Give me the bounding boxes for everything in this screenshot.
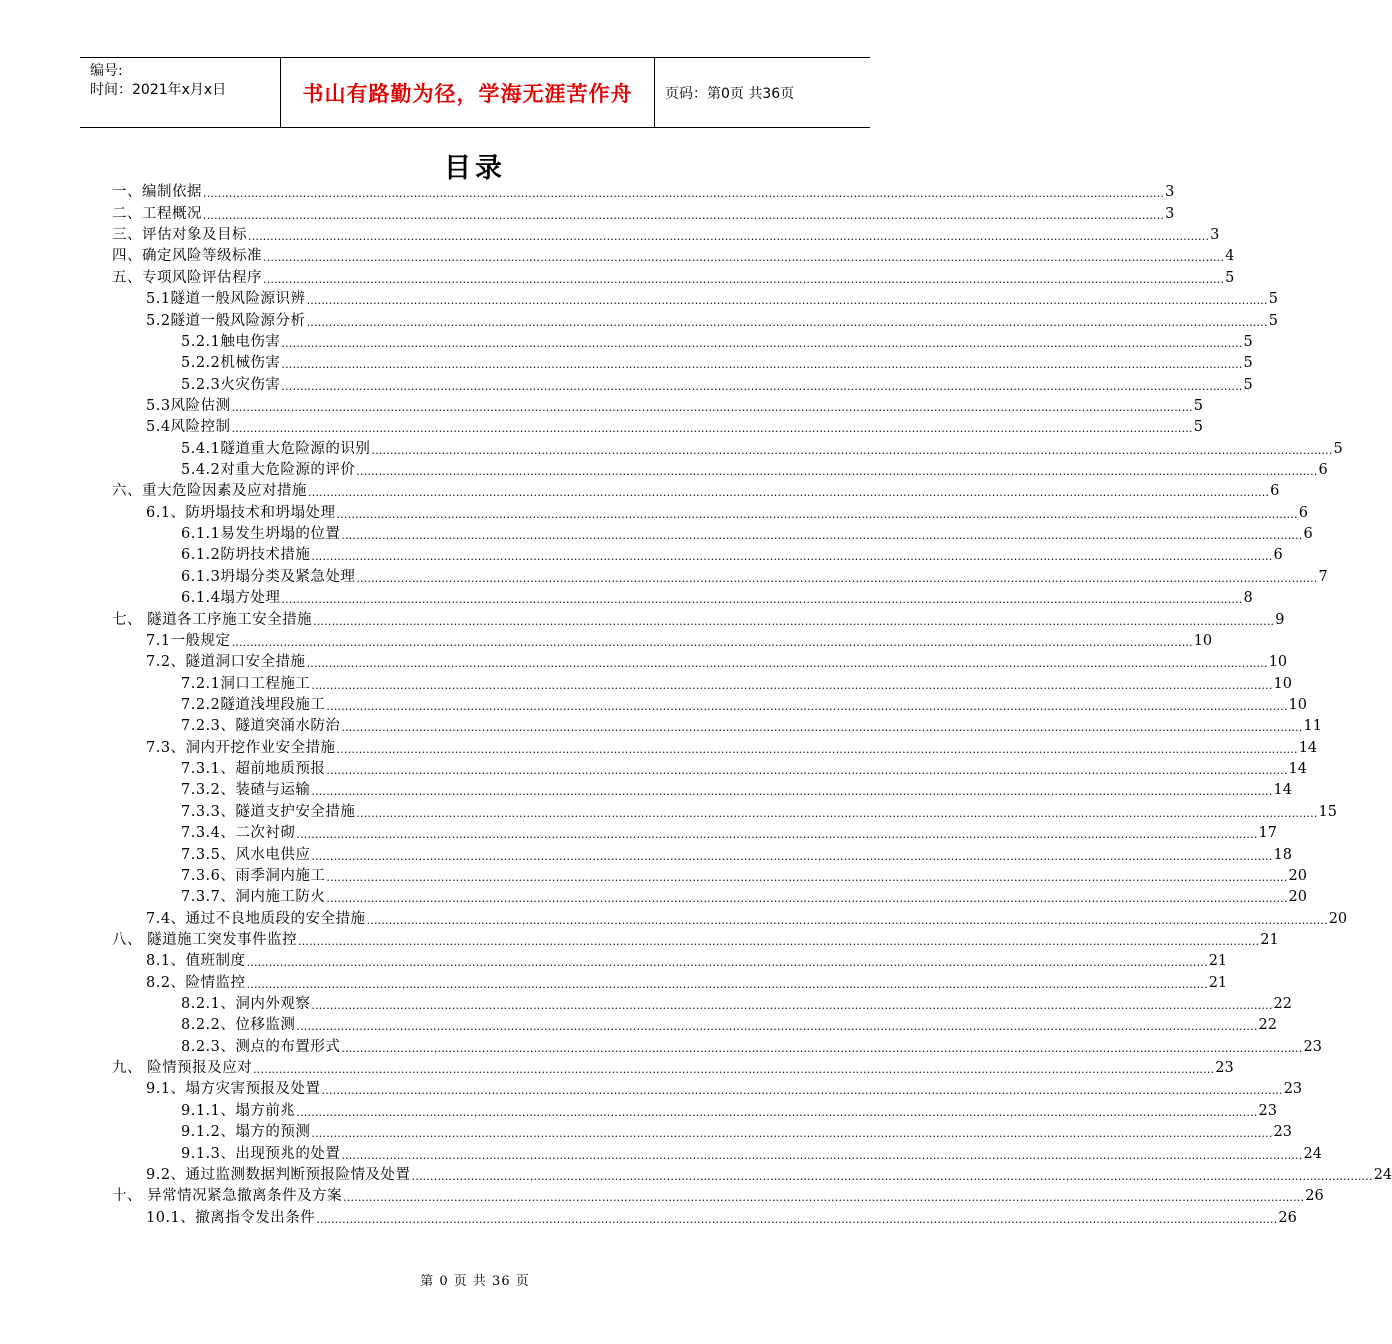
toc-entry[interactable]: [112, 289, 1278, 310]
toc-entry-label: 一、编制依据: [112, 184, 202, 201]
toc-entry-label: 7.3、洞内开挖作业安全措施: [146, 739, 336, 756]
toc-dot-leader: ....................................................................................................................................................................................................................................................................: [281, 379, 1243, 393]
toc-entry-page: 4: [1225, 248, 1235, 265]
toc-entry-label: 二、工程概况: [112, 205, 202, 222]
toc-entry[interactable]: [112, 951, 1228, 972]
document-time-label: 时间：2021年x月x日: [90, 82, 227, 98]
toc-entry-label: 9.1、塌方灾害预报及处置: [146, 1081, 321, 1098]
toc-entry[interactable]: [112, 972, 1228, 993]
toc-entry-page: 5: [1333, 440, 1343, 457]
toc-entry-page: 7: [1318, 568, 1328, 585]
toc-dot-leader: ....................................................................................................................................................................................................................................................................: [203, 187, 1165, 201]
toc-entry-label: 9.1.1、塌方前兆: [181, 1102, 296, 1119]
toc-entry[interactable]: [112, 225, 1220, 246]
toc-entry[interactable]: [112, 1036, 1322, 1057]
toc-entry-page: 6: [1318, 462, 1328, 479]
toc-entry-page: 9: [1275, 611, 1285, 628]
toc-entry-page: 24: [1303, 1145, 1322, 1162]
toc-dot-leader: ....................................................................................................................................................................................................................................................................: [356, 571, 1318, 585]
toc-entry-page: 17: [1258, 825, 1277, 842]
toc-entry-page: 5: [1225, 269, 1235, 286]
toc-entry-label: 5.4.1隧道重大危险源的识别: [181, 440, 371, 457]
toc-dot-leader: ....................................................................................................................................................................................................................................................................: [296, 828, 1258, 842]
toc-entry-page: 26: [1305, 1188, 1324, 1205]
toc-dot-leader: ....................................................................................................................................................................................................................................................................: [371, 443, 1333, 457]
toc-entry-page: 5: [1268, 291, 1278, 308]
toc-dot-leader: ....................................................................................................................................................................................................................................................................: [311, 678, 1273, 692]
toc-entry[interactable]: [112, 545, 1283, 566]
toc-entry-label: 十、 异常情况紧急撤离条件及方案: [112, 1188, 343, 1205]
toc-entry[interactable]: [112, 1122, 1292, 1143]
toc-entry-page: 10: [1193, 632, 1213, 649]
toc-dot-leader: ....................................................................................................................................................................................................................................................................: [316, 1212, 1278, 1226]
toc-dot-leader: ....................................................................................................................................................................................................................................................................: [321, 1084, 1283, 1098]
toc-entry-page: 23: [1303, 1038, 1322, 1055]
header-meta: [80, 58, 281, 127]
toc-entry-page: 15: [1318, 803, 1337, 820]
toc-entry[interactable]: [112, 930, 1279, 951]
toc-dot-leader: ....................................................................................................................................................................................................................................................................: [306, 294, 1268, 308]
toc-entry-label: 八、 隧道施工突发事件监控: [112, 931, 298, 948]
toc-entry-page: 3: [1165, 205, 1175, 222]
toc-entry-label: 6.1.1易发生坍塌的位置: [181, 526, 341, 543]
toc-entry-page: 10: [1288, 696, 1307, 713]
toc-entry-page: 5: [1268, 312, 1278, 329]
toc-dot-leader: ....................................................................................................................................................................................................................................................................: [281, 593, 1243, 607]
toc-entry-label: 7.2.2隧道浅埋段施工: [181, 696, 326, 713]
toc-dot-leader: ....................................................................................................................................................................................................................................................................: [313, 614, 1275, 628]
toc-entry-label: 九、 险情预报及应对: [112, 1060, 253, 1077]
toc-entry[interactable]: [112, 267, 1235, 288]
toc-entry-page: 21: [1208, 953, 1228, 970]
toc-entry-label: 四、确定风险等级标准: [112, 248, 262, 265]
toc-entry-page: 3: [1210, 227, 1220, 244]
toc-dot-leader: ....................................................................................................................................................................................................................................................................: [326, 764, 1288, 778]
toc-entry-page: 26: [1278, 1209, 1297, 1226]
toc-entry[interactable]: [112, 631, 1213, 652]
page-footer: 第 0 页 共 36 页: [420, 1274, 530, 1289]
toc-entry[interactable]: [112, 460, 1328, 481]
toc-entry[interactable]: [112, 1100, 1277, 1121]
toc-dot-leader: ....................................................................................................................................................................................................................................................................: [341, 1041, 1303, 1055]
toc-entry-page: 23: [1215, 1060, 1234, 1077]
toc-entry-page: 21: [1208, 974, 1228, 991]
toc-entry[interactable]: [112, 1079, 1303, 1100]
toc-entry-page: 22: [1258, 1017, 1277, 1034]
toc-entry[interactable]: [112, 481, 1280, 502]
toc-entry[interactable]: [112, 417, 1203, 438]
toc-entry-label: 7.3.6、雨季洞内施工: [181, 867, 326, 884]
toc-entry[interactable]: [112, 246, 1235, 267]
toc-dot-leader: ....................................................................................................................................................................................................................................................................: [296, 1105, 1258, 1119]
toc-entry-page: 10: [1268, 654, 1288, 671]
toc-dot-leader: ....................................................................................................................................................................................................................................................................: [411, 1169, 1373, 1183]
toc-dot-leader: ....................................................................................................................................................................................................................................................................: [296, 1020, 1258, 1034]
toc-entry[interactable]: [112, 780, 1292, 801]
toc-dot-leader: ....................................................................................................................................................................................................................................................................: [203, 208, 1165, 222]
toc-entry[interactable]: [112, 310, 1278, 331]
toc-entry-label: 三、评估对象及目标: [112, 227, 247, 244]
toc-entry-page: 24: [1373, 1166, 1392, 1183]
toc-entry-label: 7.3.7、洞内施工防火: [181, 889, 326, 906]
toc-dot-leader: ....................................................................................................................................................................................................................................................................: [263, 251, 1225, 265]
toc-entry-page: 6: [1298, 504, 1308, 521]
toc-entry[interactable]: [112, 203, 1175, 224]
toc-dot-leader: ....................................................................................................................................................................................................................................................................: [341, 1148, 1303, 1162]
toc-entry[interactable]: [112, 823, 1277, 844]
toc-entry-page: 23: [1283, 1081, 1303, 1098]
toc-entry-page: 23: [1258, 1102, 1277, 1119]
toc-entry[interactable]: [112, 609, 1285, 630]
toc-dot-leader: ....................................................................................................................................................................................................................................................................: [336, 507, 1298, 521]
toc-entry-label: 5.2.2机械伤害: [181, 355, 281, 372]
toc-entry[interactable]: [112, 695, 1307, 716]
toc-entry-label: 7.3.5、风水电供应: [181, 846, 311, 863]
toc-entry-label: 6.1.2防坍技术措施: [181, 547, 311, 564]
toc-dot-leader: ....................................................................................................................................................................................................................................................................: [308, 486, 1270, 500]
toc-entry-label: 7.2.1洞口工程施工: [181, 675, 311, 692]
toc-entry-page: 5: [1243, 333, 1253, 350]
toc-entry[interactable]: [112, 716, 1322, 737]
toc-entry[interactable]: [112, 1015, 1277, 1036]
toc-entry-label: 5.4.2对重大危险源的评价: [181, 462, 356, 479]
toc-entry-label: 10.1、撤离指令发出条件: [146, 1209, 316, 1226]
toc-entry-label: 7.3.3、隧道支护安全措施: [181, 803, 356, 820]
toc-entry-page: 5: [1243, 355, 1253, 372]
toc-entry-label: 5.2.1触电伤害: [181, 333, 281, 350]
toc-entry-page: 6: [1270, 483, 1280, 500]
toc-dot-leader: ....................................................................................................................................................................................................................................................................: [311, 785, 1273, 799]
toc-entry[interactable]: [112, 887, 1307, 908]
toc-entry-label: 五、专项风险评估程序: [112, 269, 262, 286]
document-number-label: 编号:: [90, 63, 123, 79]
toc-dot-leader: ....................................................................................................................................................................................................................................................................: [326, 892, 1288, 906]
toc-dot-leader: ....................................................................................................................................................................................................................................................................: [231, 635, 1193, 649]
toc-entry[interactable]: [112, 866, 1307, 887]
toc-entry-page: 23: [1273, 1124, 1292, 1141]
toc-entry-page: 5: [1193, 397, 1203, 414]
toc-entry-page: 5: [1193, 419, 1203, 436]
toc-entry-page: 14: [1288, 761, 1307, 778]
toc-entry-label: 8.1、值班制度: [146, 953, 246, 970]
header-motto: 书山有路勤为径，学海无涯苦作舟: [281, 58, 655, 127]
toc-entry-label: 9.1.2、塌方的预测: [181, 1124, 311, 1141]
toc-entry-label: 8.2.3、测点的布置形式: [181, 1038, 341, 1055]
toc-dot-leader: ....................................................................................................................................................................................................................................................................: [306, 657, 1268, 671]
toc-entry[interactable]: [112, 652, 1288, 673]
toc-entry-page: 20: [1288, 867, 1307, 884]
header-page-info: 页码：第0页 共36页: [665, 85, 795, 102]
toc-entry-label: 6.1、防坍塌技术和坍塌处理: [146, 504, 336, 521]
toc-entry-label: 七、 隧道各工序施工安全措施: [112, 611, 313, 628]
toc-entry[interactable]: [112, 332, 1253, 353]
toc-entry-page: 5: [1243, 376, 1253, 393]
toc-dot-leader: ....................................................................................................................................................................................................................................................................: [311, 999, 1273, 1013]
toc-entry-page: 20: [1288, 889, 1307, 906]
toc-entry-page: 14: [1273, 782, 1292, 799]
toc-dot-leader: ....................................................................................................................................................................................................................................................................: [281, 336, 1243, 350]
toc-entry[interactable]: [112, 673, 1292, 694]
toc-entry-label: 7.3.4、二次衬砌: [181, 825, 296, 842]
toc-entry-page: 6: [1273, 547, 1283, 564]
toc-entry-label: 7.1一般规定: [146, 632, 231, 649]
toc-entry-label: 8.2、险情监控: [146, 974, 246, 991]
toc-entry[interactable]: [112, 374, 1253, 395]
toc-entry[interactable]: [112, 1143, 1322, 1164]
toc-dot-leader: ....................................................................................................................................................................................................................................................................: [281, 358, 1243, 372]
toc-entry-label: 6.1.4塌方处理: [181, 590, 281, 607]
toc-dot-leader: ....................................................................................................................................................................................................................................................................: [341, 529, 1303, 543]
toc-entry[interactable]: [112, 182, 1175, 203]
toc-entry[interactable]: [112, 1058, 1234, 1079]
toc-entry-page: 10: [1273, 675, 1292, 692]
toc-entry[interactable]: [112, 759, 1307, 780]
toc-entry-page: 3: [1165, 184, 1175, 201]
toc-entry-page: 6: [1303, 526, 1313, 543]
toc-entry-label: 六、重大危险因素及应对措施: [112, 483, 307, 500]
toc-entry-page: 11: [1303, 718, 1322, 735]
toc-dot-leader: ....................................................................................................................................................................................................................................................................: [341, 721, 1303, 735]
toc-entry[interactable]: [112, 1165, 1392, 1186]
toc-dot-leader: ....................................................................................................................................................................................................................................................................: [298, 934, 1260, 948]
toc-entry[interactable]: [112, 1186, 1324, 1207]
toc-entry-label: 9.2、通过监测数据判断预报险情及处置: [146, 1166, 411, 1183]
toc-entry-label: 7.4、通过不良地质段的安全措施: [146, 910, 366, 927]
toc-entry[interactable]: [112, 438, 1343, 459]
toc-entry[interactable]: [112, 844, 1292, 865]
toc-entry[interactable]: [112, 566, 1328, 587]
toc-entry[interactable]: [112, 396, 1203, 417]
toc-entry[interactable]: [112, 588, 1253, 609]
toc-entry[interactable]: [112, 502, 1308, 523]
toc-dot-leader: ....................................................................................................................................................................................................................................................................: [336, 742, 1298, 756]
toc-entry-label: 5.3风险估测: [146, 397, 231, 414]
toc-entry-label: 5.2隧道一般风险源分析: [146, 312, 306, 329]
toc-entry-page: 18: [1273, 846, 1292, 863]
toc-entry-label: 5.2.3火灾伤害: [181, 376, 281, 393]
toc-entry-label: 9.1.3、出现预兆的处置: [181, 1145, 341, 1162]
toc-dot-leader: ....................................................................................................................................................................................................................................................................: [311, 849, 1273, 863]
toc-entry-label: 8.2.1、洞内外观察: [181, 996, 311, 1013]
toc-entry-page: 21: [1260, 931, 1279, 948]
toc-entry[interactable]: [112, 801, 1337, 822]
toc-entry-label: 5.4风险控制: [146, 419, 231, 436]
toc-dot-leader: ....................................................................................................................................................................................................................................................................: [311, 550, 1273, 564]
toc-entry-label: 7.3.1、超前地质预报: [181, 761, 326, 778]
toc-dot-leader: ....................................................................................................................................................................................................................................................................: [311, 1127, 1273, 1141]
page-header: [80, 57, 870, 128]
toc-entry[interactable]: [112, 994, 1292, 1015]
toc-dot-leader: ....................................................................................................................................................................................................................................................................: [248, 230, 1210, 244]
toc-entry-label: 7.3.2、装碴与运输: [181, 782, 311, 799]
toc-dot-leader: ....................................................................................................................................................................................................................................................................: [231, 422, 1193, 436]
toc-dot-leader: ....................................................................................................................................................................................................................................................................: [366, 913, 1328, 927]
toc-dot-leader: ....................................................................................................................................................................................................................................................................: [253, 1063, 1215, 1077]
toc-entry-label: 8.2.2、位移监测: [181, 1017, 296, 1034]
toc-dot-leader: ....................................................................................................................................................................................................................................................................: [326, 870, 1288, 884]
toc-entry-page: 20: [1328, 910, 1348, 927]
toc-entry-page: 22: [1273, 996, 1292, 1013]
toc-dot-leader: ....................................................................................................................................................................................................................................................................: [326, 699, 1288, 713]
toc-dot-leader: ....................................................................................................................................................................................................................................................................: [343, 1191, 1305, 1205]
toc-dot-leader: ....................................................................................................................................................................................................................................................................: [306, 315, 1268, 329]
toc-dot-leader: ....................................................................................................................................................................................................................................................................: [246, 956, 1208, 970]
toc-entry-label: 7.2、隧道洞口安全措施: [146, 654, 306, 671]
toc-dot-leader: ....................................................................................................................................................................................................................................................................: [246, 977, 1208, 991]
toc-entry-label: 7.2.3、隧道突涌水防治: [181, 718, 341, 735]
toc-dot-leader: ....................................................................................................................................................................................................................................................................: [356, 465, 1318, 479]
toc-dot-leader: ....................................................................................................................................................................................................................................................................: [263, 272, 1225, 286]
toc-entry-page: 8: [1243, 590, 1253, 607]
toc-dot-leader: ....................................................................................................................................................................................................................................................................: [356, 806, 1318, 820]
toc-entry[interactable]: [112, 524, 1313, 545]
toc-entry[interactable]: [112, 353, 1253, 374]
table-of-contents: [112, 182, 1392, 1229]
toc-dot-leader: ....................................................................................................................................................................................................................................................................: [231, 400, 1193, 414]
toc-title: 目录: [444, 153, 506, 184]
toc-entry-label: 6.1.3坍塌分类及紧急处理: [181, 568, 356, 585]
toc-entry-page: 14: [1298, 739, 1318, 756]
toc-entry[interactable]: [112, 1207, 1297, 1228]
toc-entry[interactable]: [112, 737, 1318, 758]
toc-entry[interactable]: [112, 908, 1348, 929]
toc-entry-label: 5.1隧道一般风险源识辨: [146, 291, 306, 308]
